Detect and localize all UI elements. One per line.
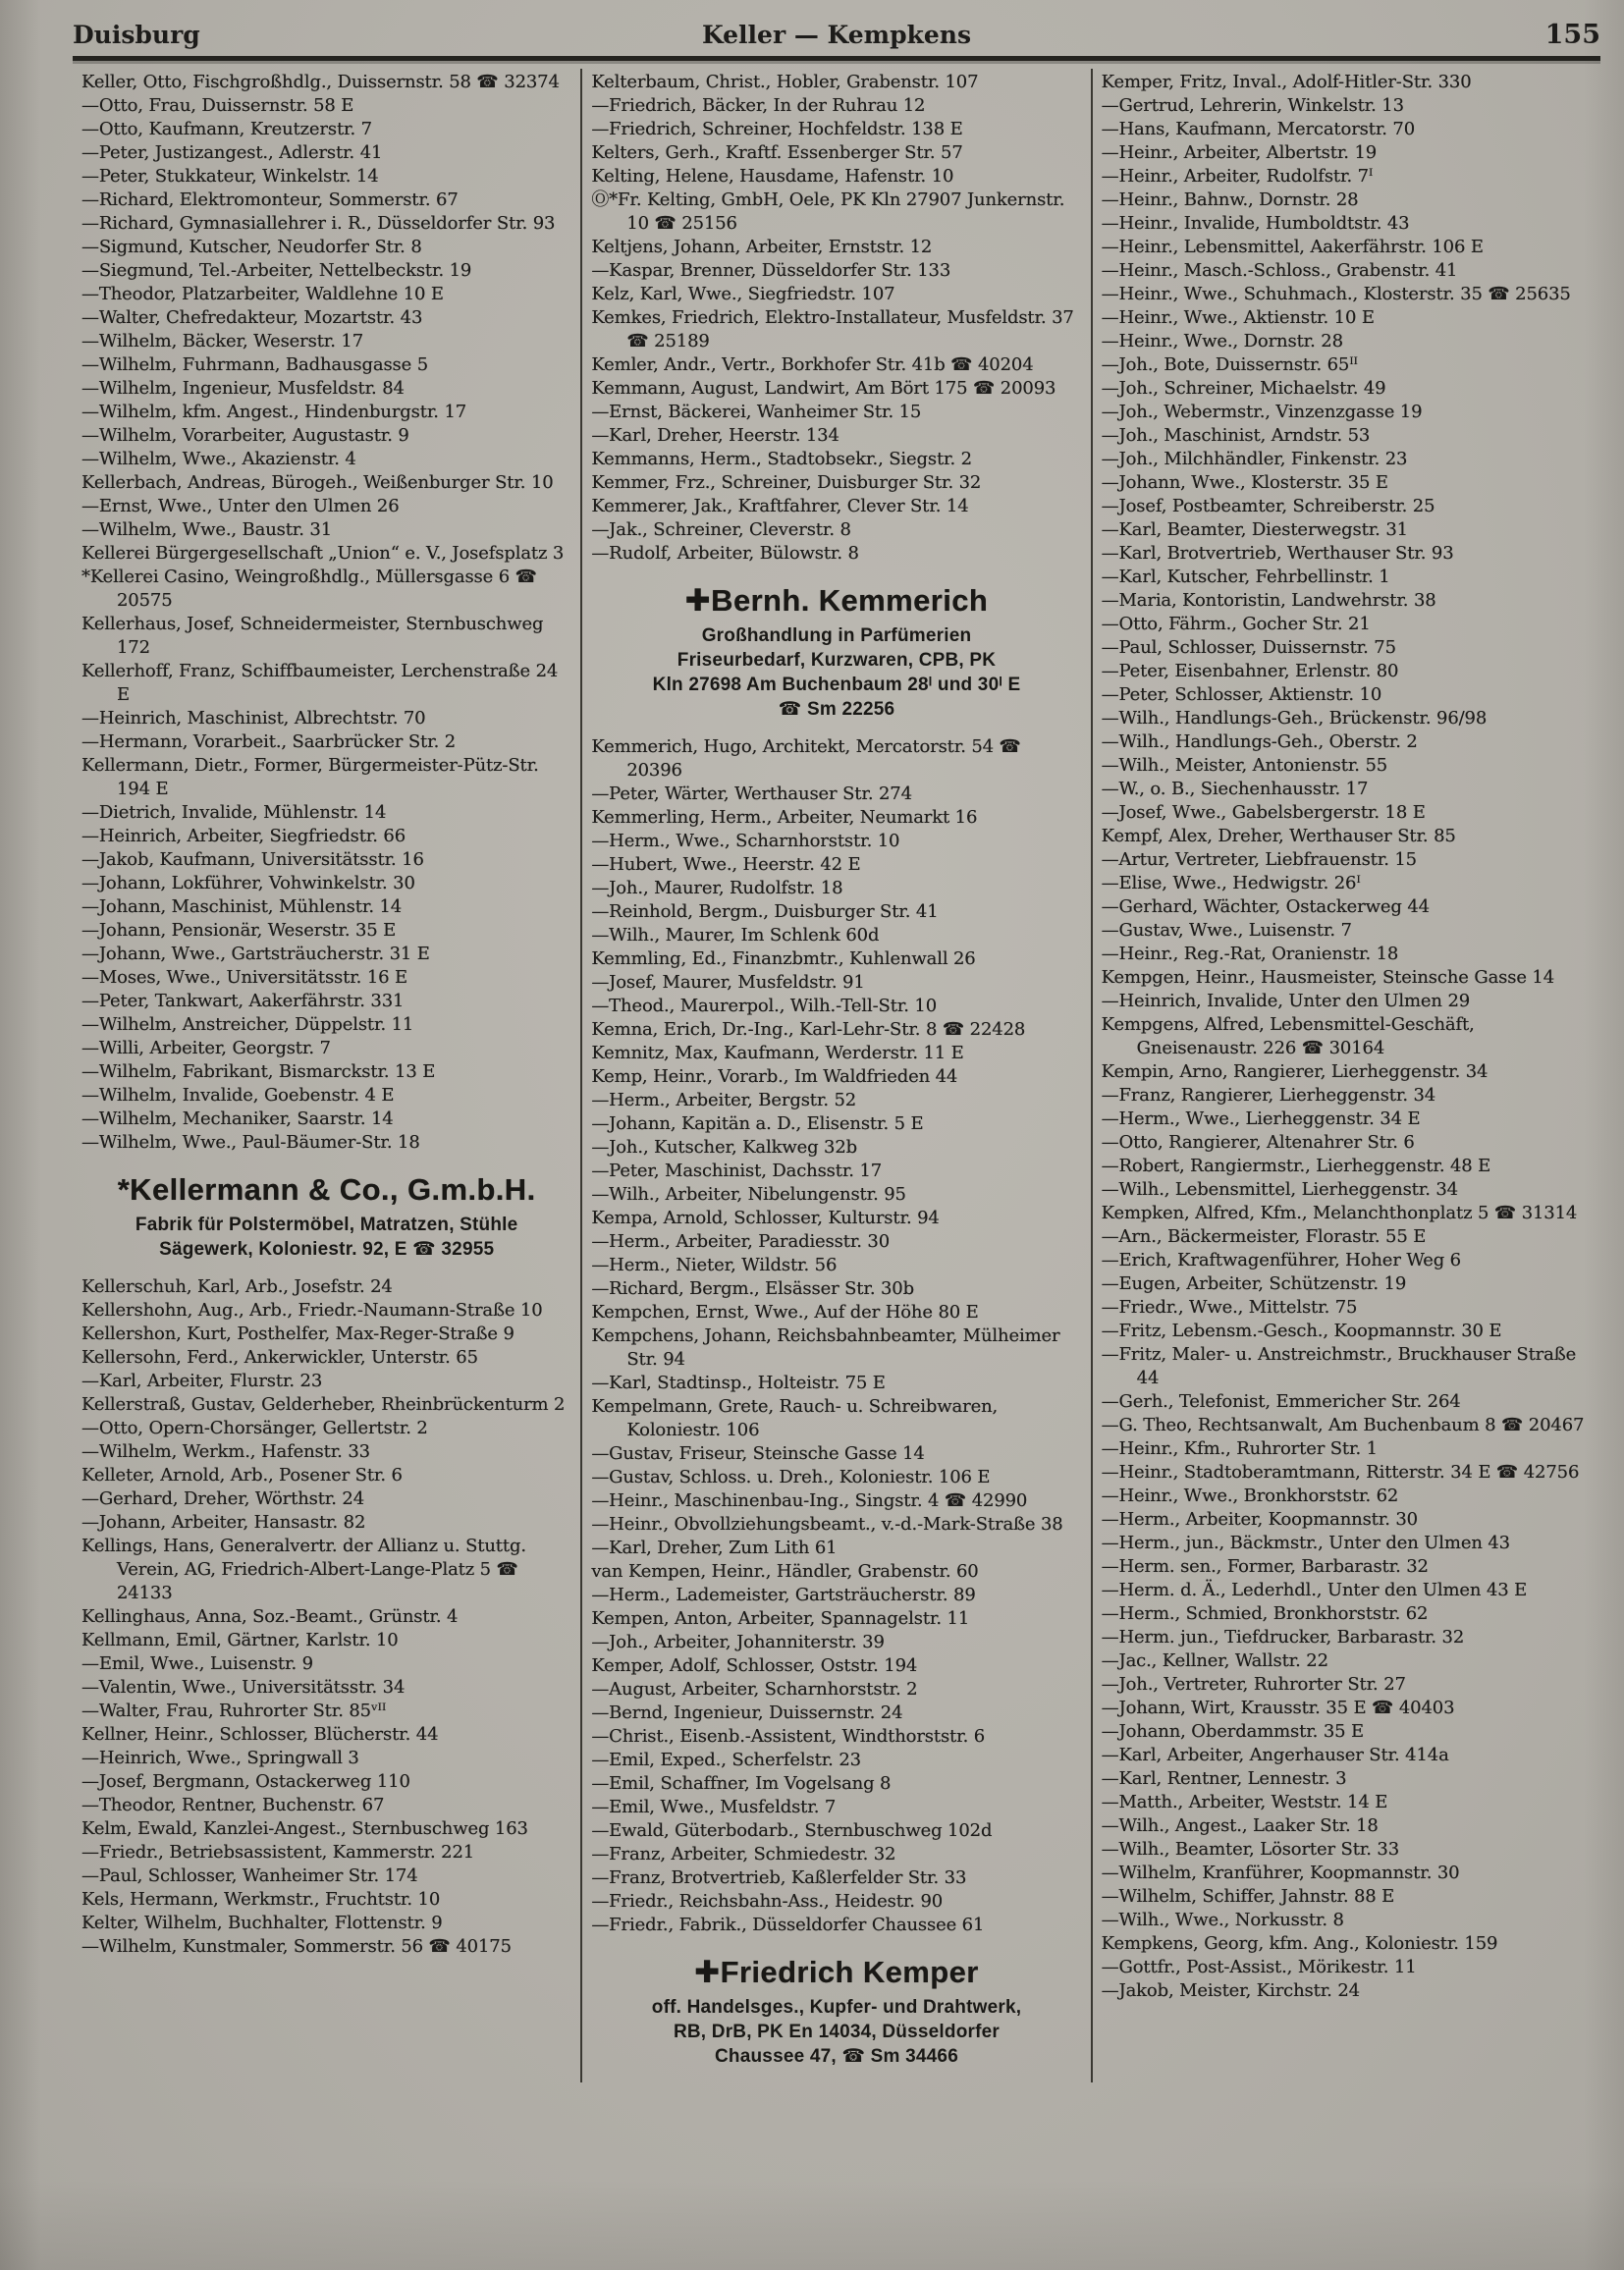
directory-entry: —Rudolf, Arbeiter, Bülowstr. 8: [591, 543, 859, 564]
directory-entry: —Emil, Schaffner, Im Vogelsang 8: [591, 1773, 892, 1794]
directory-entry: —Friedrich, Bäcker, In der Ruhrau 12: [591, 95, 926, 116]
directory-entry: —Friedr., Betriebsassistent, Kammerstr. 221: [81, 1842, 475, 1863]
directory-entry: Kelterbaum, Christ., Hobler, Grabenstr. 107: [591, 72, 979, 92]
directory-entry: —Peter, Wärter, Werthauser Str. 274: [591, 784, 912, 804]
directory-entry: —Karl, Beamter, Diesterwegstr. 31: [1101, 519, 1408, 540]
directory-entry: —Johann, Kapitän a. D., Elisenstr. 5 E: [591, 1113, 924, 1134]
directory-entry: —Reinhold, Bergm., Duisburger Str. 41: [591, 901, 939, 922]
directory-entry: —Friedr., Wwe., Mittelstr. 75: [1101, 1297, 1358, 1318]
directory-entry: Kellner, Heinr., Schlosser, Blücherstr. 44: [81, 1724, 439, 1745]
directory-entry: Kellerhaus, Josef, Schneidermeister, Sternbuschweg 172: [81, 614, 544, 658]
directory-entry: —Joh., Maschinist, Arndstr. 53: [1101, 425, 1371, 446]
directory-entry: Kempgens, Alfred, Lebensmittel-Geschäft, Gneisenaustr. 226 ☎ 30164: [1101, 1014, 1475, 1058]
directory-entry: —Gerhard, Wächter, Ostackerweg 44: [1101, 896, 1430, 917]
header-name-range: Keller — Kempkens: [701, 21, 972, 49]
directory-entry: —Herm. sen., Former, Barbarastr. 32: [1101, 1556, 1429, 1577]
directory-entry: Kempchen, Ernst, Wwe., Auf der Höhe 80 E: [591, 1302, 979, 1323]
directory-entry: —Eugen, Arbeiter, Schützenstr. 19: [1101, 1273, 1407, 1294]
directory-entry: —Wilh., Handlungs-Geh., Brückenstr. 96/98: [1101, 708, 1488, 729]
directory-entry: —Paul, Schlosser, Duissernstr. 75: [1101, 637, 1396, 658]
directory-entry: —Karl, Rentner, Lennestr. 3: [1101, 1768, 1347, 1789]
directory-entry: —Arn., Bäckermeister, Florastr. 55 E: [1101, 1226, 1427, 1247]
directory-entry: —Karl, Stadtinsp., Holteistr. 75 E: [591, 1373, 886, 1393]
directory-entry: Kemmerer, Jak., Kraftfahrer, Clever Str. 14: [591, 496, 969, 516]
directory-entry: —Joh., Webermstr., Vinzenzgasse 19: [1101, 402, 1423, 422]
directory-entry: —Wilh., Maurer, Im Schlenk 60d: [591, 925, 880, 946]
directory-entry: Kemp, Heinr., Vorarb., Im Waldfrieden 44: [591, 1066, 958, 1087]
directory-entry: Kempkens, Georg, kfm. Ang., Koloniestr. 159: [1101, 1933, 1498, 1954]
directory-entry: —Wilhelm, Wwe., Akazienstr. 4: [81, 449, 356, 469]
directory-entry: —Wilhelm, Invalide, Goebenstr. 4 E: [81, 1085, 395, 1106]
directory-entry: —Christ., Eisenb.-Assistent, Windthorststr. 6: [591, 1726, 986, 1747]
directory-entry: —Peter, Tankwart, Aakerfährstr. 331: [81, 991, 405, 1011]
directory-entry: —Peter, Maschinist, Dachsstr. 17: [591, 1161, 883, 1181]
ad-kellermann-title: *Kellermann & Co., G.m.b.H.: [117, 1172, 536, 1207]
directory-entry: —Wilhelm, Bäcker, Weserstr. 17: [81, 331, 364, 351]
directory-entry: —Josef, Postbeamter, Schreiberstr. 25: [1101, 496, 1435, 516]
directory-entry: Kempchens, Johann, Reichsbahnbeamter, Mülheimer Str. 94: [591, 1325, 1060, 1370]
directory-entry: —Franz, Rangierer, Lierheggenstr. 34: [1101, 1085, 1436, 1106]
directory-entry: —Jakob, Kaufmann, Universitätsstr. 16: [81, 849, 424, 870]
directory-entry: —Joh., Bote, Duissernstr. 65ᴵᴵ: [1101, 354, 1358, 375]
directory-entry: —Wilhelm, Schiffer, Jahnstr. 88 E: [1101, 1886, 1395, 1907]
directory-entry: —Heinr., Arbeiter, Albertstr. 19: [1101, 142, 1378, 163]
directory-entry: Kelleter, Arnold, Arb., Posener Str. 6: [81, 1465, 403, 1486]
directory-entry: Kellerhoff, Franz, Schiffbaumeister, Lerchenstraße 24 E: [81, 661, 559, 705]
directory-entry: —Franz, Brotvertrieb, Kaßlerfelder Str. 33: [591, 1867, 967, 1888]
directory-column-left: [73, 69, 580, 2082]
directory-entry: —Richard, Gymnasiallehrer i. R., Düsseldorfer Str. 93: [81, 213, 556, 234]
directory-entry: —Wilh., Lebensmittel, Lierheggenstr. 34: [1101, 1179, 1458, 1200]
directory-entry: —Erich, Kraftwagenführer, Hoher Weg 6: [1101, 1250, 1461, 1270]
directory-entry: Kellershohn, Aug., Arb., Friedr.-Naumann-Straße 10: [81, 1300, 543, 1321]
directory-entry: —Gustav, Friseur, Steinsche Gasse 14: [591, 1443, 925, 1464]
directory-entry: —Johann, Wwe., Klosterstr. 35 E: [1101, 472, 1388, 493]
directory-entry: —Peter, Stukkateur, Winkelstr. 14: [81, 166, 379, 187]
directory-entry: —Willi, Arbeiter, Georgstr. 7: [81, 1038, 331, 1058]
directory-entry: —Kaspar, Brenner, Düsseldorfer Str. 133: [591, 260, 951, 281]
directory-entry: —Johann, Wwe., Gartsträucherstr. 31 E: [81, 944, 430, 964]
directory-entry: Kempf, Alex, Dreher, Werthauser Str. 85: [1101, 826, 1456, 846]
directory-entry: —Peter, Eisenbahner, Erlenstr. 80: [1101, 661, 1399, 681]
directory-entry: —Wilhelm, Fabrikant, Bismarckstr. 13 E: [81, 1061, 436, 1082]
directory-entry: —Wilhelm, Vorarbeiter, Augustastr. 9: [81, 425, 409, 446]
directory-entry: Keller, Otto, Fischgroßhdlg., Duissernstr. 58 ☎ 32374: [81, 72, 560, 92]
directory-entry: Kellersohn, Ferd., Ankerwickler, Unterstr. 65: [81, 1347, 478, 1368]
directory-entry: —Karl, Dreher, Heerstr. 134: [591, 425, 839, 446]
directory-entry: Kemmerich, Hugo, Architekt, Mercatorstr. 54 ☎ 20396: [591, 736, 1021, 781]
directory-entry: Kemna, Erich, Dr.-Ing., Karl-Lehr-Str. 8 ☎ 22428: [591, 1019, 1026, 1040]
directory-entry: Kellmann, Emil, Gärtner, Karlstr. 10: [81, 1630, 399, 1650]
directory-entry: —Heinrich, Invalide, Unter den Ulmen 29: [1101, 991, 1471, 1011]
ad-kemmerich-title: ✚Bernh. Kemmerich: [684, 583, 989, 618]
directory-entry: —Otto, Fährm., Gocher Str. 21: [1101, 614, 1371, 634]
directory-entry: —Heinr., Bahnw., Dornstr. 28: [1101, 189, 1359, 210]
directory-entry: —Karl, Arbeiter, Angerhauser Str. 414a: [1101, 1745, 1449, 1765]
directory-entry: Kemmerling, Herm., Arbeiter, Neumarkt 16: [591, 807, 978, 828]
directory-entry: —Heinr., Obvollziehungsbeamt., v.-d.-Mark-Straße 38: [591, 1514, 1063, 1535]
directory-entry: —Wilhelm, Anstreicher, Düppelstr. 11: [81, 1014, 414, 1035]
directory-entry: —Wilh., Arbeiter, Nibelungenstr. 95: [591, 1184, 906, 1205]
directory-entry: *Kellerei Casino, Weingroßhdlg., Müllersgasse 6 ☎ 20575: [81, 567, 537, 611]
directory-entry: —Richard, Elektromonteur, Sommerstr. 67: [81, 189, 459, 210]
directory-entry: —Artur, Vertreter, Liebfrauenstr. 15: [1101, 849, 1417, 870]
directory-entry: —Heinr., Kfm., Ruhrorter Str. 1: [1101, 1438, 1378, 1459]
directory-entry: Kemkes, Friedrich, Elektro-Installateur, Musfeldstr. 37 ☎ 25189: [591, 307, 1074, 351]
directory-entry: —Herm., Arbeiter, Bergstr. 52: [591, 1090, 857, 1110]
directory-entry: —Johann, Maschinist, Mühlenstr. 14: [81, 896, 403, 917]
directory-entry: Kellings, Hans, Generalvertr. der Allianz u. Stuttg. Verein, AG, Friedrich-Albert-Lange-Platz 5 ☎ 24133: [81, 1536, 526, 1603]
directory-entry: —Herm., Arbeiter, Paradiesstr. 30: [591, 1231, 891, 1252]
directory-entry: Kellerschuh, Karl, Arb., Josefstr. 24: [81, 1276, 393, 1297]
directory-entry: —Heinrich, Wwe., Springwall 3: [81, 1748, 359, 1768]
directory-entry: —Wilhelm, Werkm., Hafenstr. 33: [81, 1441, 370, 1462]
directory-entry: —Otto, Rangierer, Altenahrer Str. 6: [1101, 1132, 1415, 1153]
directory-entry: —Josef, Bergmann, Ostackerweg 110: [81, 1771, 410, 1792]
ad-kemmerich: [591, 583, 1081, 722]
directory-entry: Kellinghaus, Anna, Soz.-Beamt., Grünstr. 4: [81, 1606, 459, 1627]
directory-entry: —Elise, Wwe., Hedwigstr. 26ᴵ: [1101, 873, 1361, 893]
directory-entry: —Joh., Milchhändler, Finkenstr. 23: [1101, 449, 1408, 469]
directory-entry: —Heinrich, Arbeiter, Siegfriedstr. 66: [81, 826, 406, 846]
directory-entry: —Gerhard, Dreher, Wörthstr. 24: [81, 1488, 365, 1509]
directory-entry: —Heinr., Stadtoberamtmann, Ritterstr. 34 E ☎ 42756: [1101, 1462, 1580, 1483]
directory-entry: —Wilhelm, kfm. Angest., Hindenburgstr. 17: [81, 402, 467, 422]
directory-entry: —Heinr., Arbeiter, Rudolfstr. 7ᴵ: [1101, 166, 1374, 187]
directory-entry: —August, Arbeiter, Scharnhorststr. 2: [591, 1679, 918, 1700]
directory-entry: Kempelmann, Grete, Rauch- u. Schreibwaren, Koloniestr. 106: [591, 1396, 999, 1440]
directory-entry: Kemnitz, Max, Kaufmann, Werderstr. 11 E: [591, 1043, 964, 1063]
directory-entry: —Gerh., Telefonist, Emmericher Str. 264: [1101, 1391, 1461, 1412]
directory-entry: —Johann, Oberdammstr. 35 E: [1101, 1721, 1364, 1742]
directory-entry: —Herm., Schmied, Bronkhorststr. 62: [1101, 1603, 1429, 1624]
directory-entry: —Hermann, Vorarbeit., Saarbrücker Str. 2: [81, 731, 457, 752]
ad-kemmerich-line: Friseurbedarf, Kurzwaren, CPB, PK: [677, 650, 997, 671]
directory-entry: —Gustav, Wwe., Luisenstr. 7: [1101, 920, 1352, 941]
directory-entry: —Heinr., Reg.-Rat, Oranienstr. 18: [1101, 944, 1399, 964]
directory-entry: —Emil, Wwe., Luisenstr. 9: [81, 1653, 313, 1674]
directory-entry: —Moses, Wwe., Universitätsstr. 16 E: [81, 967, 407, 988]
directory-entry: —Otto, Frau, Duissernstr. 58 E: [81, 95, 354, 116]
ad-kellermann-line: Sägewerk, Koloniestr. 92, E ☎ 32955: [159, 1239, 495, 1260]
page-header: [73, 20, 1600, 50]
ad-kemper-line: RB, DrB, PK En 14034, Düsseldorfer: [673, 2022, 1000, 2042]
directory-entry: Kemper, Adolf, Schlosser, Oststr. 194: [591, 1655, 918, 1676]
directory-entry: —Joh., Maurer, Rudolfstr. 18: [591, 878, 843, 898]
directory-page: [73, 20, 1600, 2256]
directory-entry: —Heinr., Lebensmittel, Aakerfährstr. 106 E: [1101, 237, 1484, 257]
directory-entry: —Emil, Wwe., Musfeldstr. 7: [591, 1797, 837, 1817]
ad-kellermann-line: Fabrik für Polstermöbel, Matratzen, Stühle: [135, 1215, 518, 1235]
ad-kemmerich-line: ☎ Sm 22256: [778, 699, 895, 720]
directory-entry: —Herm., jun., Bäckmstr., Unter den Ulmen 43: [1101, 1533, 1510, 1553]
directory-columns: [73, 69, 1600, 2082]
directory-entry: Kempgen, Heinr., Hausmeister, Steinsche Gasse 14: [1101, 967, 1555, 988]
ad-kemmerich-line: Großhandlung in Parfümerien: [701, 625, 972, 646]
directory-entry: —Karl, Arbeiter, Flurstr. 23: [81, 1371, 323, 1391]
directory-entry: Kemmer, Frz., Schreiner, Duisburger Str. 32: [591, 472, 982, 493]
directory-entry: —Hans, Kaufmann, Mercatorstr. 70: [1101, 119, 1416, 139]
directory-entry: Kemmanns, Herm., Stadtobsekr., Siegstr. 2: [591, 449, 972, 469]
directory-column-middle: [580, 69, 1090, 2082]
directory-entry: Kempa, Arnold, Schlosser, Kulturstr. 94: [591, 1208, 940, 1228]
directory-entry: Kels, Hermann, Werkmstr., Fruchtstr. 10: [81, 1889, 441, 1910]
directory-entry: Kelting, Helene, Hausdame, Hafenstr. 10: [591, 166, 954, 187]
directory-entry: —Wilh., Beamter, Lösorter Str. 33: [1101, 1839, 1400, 1860]
directory-entry: —Karl, Dreher, Zum Lith 61: [591, 1538, 838, 1558]
directory-entry: —Heinrich, Maschinist, Albrechtstr. 70: [81, 708, 426, 729]
directory-entry: —Wilh., Wwe., Norkusstr. 8: [1101, 1910, 1344, 1930]
directory-entry: —Matth., Arbeiter, Weststr. 14 E: [1101, 1792, 1388, 1812]
directory-entry: Kellerbach, Andreas, Bürogeh., Weißenburger Str. 10: [81, 472, 554, 493]
directory-entry: —Ewald, Güterbodarb., Sternbuschweg 102d: [591, 1820, 993, 1841]
directory-entry: Keltjens, Johann, Arbeiter, Ernststr. 12: [591, 237, 933, 257]
directory-entry: Kemmling, Ed., Finanzbmtr., Kuhlenwall 26: [591, 948, 976, 969]
directory-entry: —Jak., Schreiner, Cleverstr. 8: [591, 519, 851, 540]
directory-entry: —Walter, Chefredakteur, Mozartstr. 43: [81, 307, 423, 328]
directory-entry: —Heinr., Wwe., Bronkhorststr. 62: [1101, 1486, 1399, 1506]
directory-entry: —Theodor, Rentner, Buchenstr. 67: [81, 1795, 385, 1815]
directory-entry: —Jakob, Meister, Kirchstr. 24: [1101, 1980, 1360, 2001]
directory-entry: —Hubert, Wwe., Heerstr. 42 E: [591, 854, 861, 875]
directory-entry: —Karl, Kutscher, Fehrbellinstr. 1: [1101, 567, 1390, 587]
ad-kellermann: [81, 1172, 571, 1262]
directory-entry: —Herm., Wwe., Scharnhorststr. 10: [591, 831, 900, 851]
directory-entry: —Wilhelm, Fuhrmann, Badhausgasse 5: [81, 354, 429, 375]
directory-entry: Kempken, Alfred, Kfm., Melanchthonplatz 5 ☎ 31314: [1101, 1203, 1578, 1223]
directory-entry: —Ernst, Bäckerei, Wanheimer Str. 15: [591, 402, 922, 422]
directory-entry: —Wilhelm, Mechaniker, Saarstr. 14: [81, 1108, 394, 1129]
directory-entry: —Gottfr., Post-Assist., Mörikestr. 11: [1101, 1957, 1417, 1977]
directory-entry: Kellermann, Dietr., Former, Bürgermeister-Pütz-Str. 194 E: [81, 755, 539, 799]
directory-entry: Kellershon, Kurt, Posthelfer, Max-Reger-Straße 9: [81, 1324, 514, 1344]
directory-entry: —Heinr., Wwe., Aktienstr. 10 E: [1101, 307, 1375, 328]
directory-entry: —Peter, Schlosser, Aktienstr. 10: [1101, 684, 1382, 705]
directory-entry: Kellerei Bürgergesellschaft „Union“ e. V., Josefsplatz 3: [81, 543, 565, 564]
directory-entry: Kelz, Karl, Wwe., Siegfriedstr. 107: [591, 284, 895, 304]
directory-entry: —Walter, Frau, Ruhrorter Str. 85ᵛᴵᴵ: [81, 1701, 387, 1721]
directory-entry: —Fritz, Maler- u. Anstreichmstr., Bruckhauser Straße 44: [1101, 1344, 1577, 1388]
directory-entry: —Wilhelm, Kunstmaler, Sommerstr. 56 ☎ 40175: [81, 1936, 512, 1957]
directory-entry: —Wilhelm, Wwe., Baustr. 31: [81, 519, 333, 540]
directory-entry: —Wilh., Meister, Antonienstr. 55: [1101, 755, 1388, 776]
ad-kemper-title: ✚Friedrich Kemper: [694, 1955, 979, 1989]
directory-entry: —Herm., Arbeiter, Koopmannstr. 30: [1101, 1509, 1418, 1530]
directory-entry: Kempin, Arno, Rangierer, Lierheggenstr. 34: [1101, 1061, 1489, 1082]
directory-entry: Kemmann, August, Landwirt, Am Bört 175 ☎ 20093: [591, 378, 1056, 399]
directory-entry: —Johann, Lokführer, Vohwinkelstr. 30: [81, 873, 415, 893]
directory-entry: —Gertrud, Lehrerin, Winkelstr. 13: [1101, 95, 1404, 116]
directory-entry: —Herm., Wwe., Lierheggenstr. 34 E: [1101, 1108, 1421, 1129]
directory-entry: —Theod., Maurerpol., Wilh.-Tell-Str. 10: [591, 996, 937, 1016]
directory-entry: —Herm., Lademeister, Gartsträucherstr. 89: [591, 1585, 976, 1605]
directory-entry: Ⓞ*Fr. Kelting, GmbH, Oele, PK Kln 27907 Junkernstr. 10 ☎ 25156: [591, 189, 1065, 234]
directory-entry: —Siegmund, Tel.-Arbeiter, Nettelbeckstr. 19: [81, 260, 472, 281]
directory-entry: —Joh., Vertreter, Ruhrorter Str. 27: [1101, 1674, 1406, 1695]
directory-entry: —Ernst, Wwe., Unter den Ulmen 26: [81, 496, 400, 516]
directory-entry: van Kempen, Heinr., Händler, Grabenstr. 60: [591, 1561, 979, 1582]
directory-entry: —Robert, Rangiermstr., Lierheggenstr. 48 E: [1101, 1156, 1491, 1176]
directory-entry: —Heinr., Maschinenbau-Ing., Singstr. 4 ☎ 42990: [591, 1490, 1028, 1511]
directory-entry: Kelm, Ewald, Kanzlei-Angest., Sternbuschweg 163: [81, 1818, 528, 1839]
directory-entry: —Herm. jun., Tiefdrucker, Barbarastr. 32: [1101, 1627, 1465, 1648]
directory-entry: Kemper, Fritz, Inval., Adolf-Hitler-Str. 330: [1101, 72, 1472, 92]
ad-kemper: [591, 1955, 1081, 2069]
directory-entry: —Joh., Arbeiter, Johanniterstr. 39: [591, 1632, 885, 1652]
directory-entry: —Friedr., Reichsbahn-Ass., Heidestr. 90: [591, 1891, 944, 1912]
directory-entry: —Heinr., Invalide, Humboldtstr. 43: [1101, 213, 1410, 234]
ad-kemper-line: Chaussee 47, ☎ Sm 34466: [715, 2046, 958, 2067]
directory-entry: —Heinr., Wwe., Dornstr. 28: [1101, 331, 1343, 351]
directory-entry: —Otto, Kaufmann, Kreutzerstr. 7: [81, 119, 372, 139]
directory-entry: —Herm., Nieter, Wildstr. 56: [591, 1255, 838, 1275]
directory-entry: —Richard, Bergm., Elsässer Str. 30b: [591, 1278, 914, 1299]
directory-entry: —Johann, Pensionär, Weserstr. 35 E: [81, 920, 397, 941]
directory-entry: —Heinr., Masch.-Schloss., Grabenstr. 41: [1101, 260, 1458, 281]
directory-entry: —Theodor, Platzarbeiter, Waldlehne 10 E: [81, 284, 444, 304]
directory-entry: —Josef, Wwe., Gabelsbergerstr. 18 E: [1101, 802, 1426, 823]
directory-entry: Kellerstraß, Gustav, Gelderheber, Rheinbrückenturm 2: [81, 1394, 566, 1415]
directory-entry: —G. Theo, Rechtsanwalt, Am Buchenbaum 8 ☎ 20467: [1101, 1415, 1585, 1435]
directory-entry: —W., o. B., Siechenhausstr. 17: [1101, 779, 1369, 799]
directory-entry: —Josef, Maurer, Musfeldstr. 91: [591, 972, 865, 993]
directory-entry: —Sigmund, Kutscher, Neudorfer Str. 8: [81, 237, 422, 257]
directory-entry: —Valentin, Wwe., Universitätsstr. 34: [81, 1677, 406, 1698]
ad-kemper-line: off. Handelsges., Kupfer- und Drahtwerk,: [651, 1997, 1022, 2018]
directory-entry: Kempen, Anton, Arbeiter, Spannagelstr. 11: [591, 1608, 970, 1629]
directory-entry: —Joh., Kutscher, Kalkweg 32b: [591, 1137, 858, 1158]
directory-entry: —Friedrich, Schreiner, Hochfeldstr. 138 E: [591, 119, 963, 139]
directory-entry: —Friedr., Fabrik., Düsseldorfer Chaussee 61: [591, 1915, 985, 1935]
directory-entry: —Karl, Brotvertrieb, Werthauser Str. 93: [1101, 543, 1454, 564]
directory-entry: —Johann, Wirt, Krausstr. 35 E ☎ 40403: [1101, 1698, 1455, 1718]
directory-entry: —Paul, Schlosser, Wanheimer Str. 174: [81, 1865, 418, 1886]
directory-entry: —Wilhelm, Ingenieur, Musfeldstr. 84: [81, 378, 405, 399]
directory-entry: —Joh., Schreiner, Michaelstr. 49: [1101, 378, 1386, 399]
directory-entry: —Franz, Arbeiter, Schmiedestr. 32: [591, 1844, 896, 1865]
directory-entry: —Herm. d. Ä., Lederhdl., Unter den Ulmen 43 E: [1101, 1580, 1528, 1600]
directory-entry: —Fritz, Lebensm.-Gesch., Koopmannstr. 30 E: [1101, 1321, 1502, 1341]
ad-kemmerich-line: Kln 27698 Am Buchenbaum 28ᴵ und 30ᴵ E: [652, 675, 1021, 695]
page-number: 155: [1544, 20, 1600, 50]
directory-entry: —Jac., Kellner, Wallstr. 22: [1101, 1650, 1328, 1671]
directory-entry: —Otto, Opern-Chorsänger, Gellertstr. 2: [81, 1418, 428, 1438]
directory-entry: —Johann, Arbeiter, Hansastr. 82: [81, 1512, 366, 1533]
directory-entry: —Gustav, Schloss. u. Dreh., Koloniestr. 106 E: [591, 1467, 991, 1487]
directory-entry: —Wilhelm, Kranführer, Koopmannstr. 30: [1101, 1863, 1460, 1883]
directory-entry: —Emil, Exped., Scherfelstr. 23: [591, 1750, 861, 1770]
directory-entry: —Dietrich, Invalide, Mühlenstr. 14: [81, 802, 387, 823]
directory-entry: —Wilhelm, Wwe., Paul-Bäumer-Str. 18: [81, 1132, 420, 1153]
directory-entry: Kemler, Andr., Vertr., Borkhofer Str. 41b ☎ 40204: [591, 354, 1034, 375]
directory-entry: —Peter, Justizangest., Adlerstr. 41: [81, 142, 383, 163]
directory-column-right: [1091, 69, 1600, 2082]
directory-entry: Kelters, Gerh., Kraftf. Essenberger Str. 57: [591, 142, 963, 163]
directory-entry: —Bernd, Ingenieur, Duissernstr. 24: [591, 1702, 903, 1723]
directory-entry: —Wilh., Angest., Laaker Str. 18: [1101, 1815, 1379, 1836]
directory-entry: Kelter, Wilhelm, Buchhalter, Flottenstr. 9: [81, 1913, 443, 1933]
directory-entry: —Wilh., Handlungs-Geh., Oberstr. 2: [1101, 731, 1418, 752]
header-rule: [73, 56, 1600, 61]
header-city: Duisburg: [73, 21, 200, 49]
directory-entry: —Maria, Kontoristin, Landwehrstr. 38: [1101, 590, 1436, 611]
directory-entry: —Heinr., Wwe., Schuhmach., Klosterstr. 35 ☎ 25635: [1101, 284, 1571, 304]
